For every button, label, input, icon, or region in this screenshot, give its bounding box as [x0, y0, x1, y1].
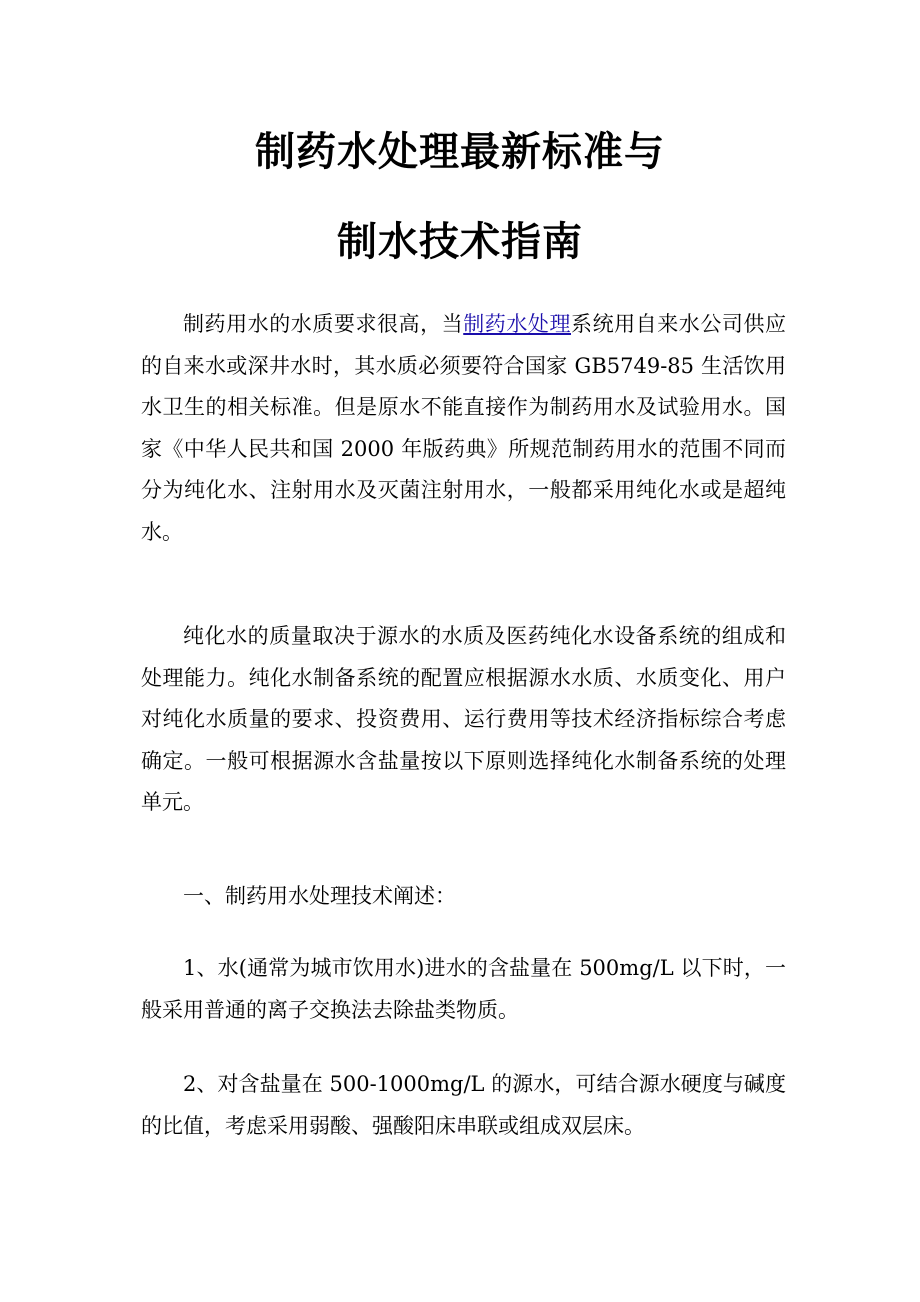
document-title-line-2: 制水技术指南 — [337, 219, 583, 265]
paragraph-2: 纯化水的质量取决于源水的水质及医药纯化水设备系统的组成和处理能力。纯化水制备系统的配置应根据源水水质、水质变化、用户对纯化水质量的要求、投资费用、运行费用等技术经济指标综合考虑确定。一般可根据源水含盐量按以下原则选择纯化水制备系统的处理单元。 — [141, 624, 786, 815]
list-item-2: 2、对含盐量在 500-1000mg/L 的源水，可结合源水硬度与碱度的比值，考虑采用弱酸、强酸阳床串联或组成双层床。 — [141, 1072, 786, 1138]
list-item-1: 1、水(通常为城市饮用水)进水的含盐量在 500mg/L 以下时，一般采用普通的离子交换法去除盐类物质。 — [141, 956, 786, 1022]
water-treatment-link[interactable]: 制药水处理 — [463, 312, 572, 336]
paragraph-1 — [141, 304, 786, 554]
document-title-line-1: 制药水处理最新标准与 — [255, 129, 665, 175]
paragraph-1-text-after-link: 系统用自来水公司供应的自来水或深井水时，其水质必须要符合国家 GB5749-85 生活饮用水卫生的相关标准。但是原水不能直接作为制药用水及试验用水。国家《中华人民共和国 2000 年版药典》所规范制药用水的范围不同而分为纯化水、注射用水及灭菌注射用水，一般都采用纯化水或是超纯水。 — [141, 312, 787, 544]
section-heading-1: 一、制药用水处理技术阐述： — [183, 884, 456, 908]
paragraph-1-text-before-link: 制药用水的水质要求很高，当 — [183, 312, 464, 336]
